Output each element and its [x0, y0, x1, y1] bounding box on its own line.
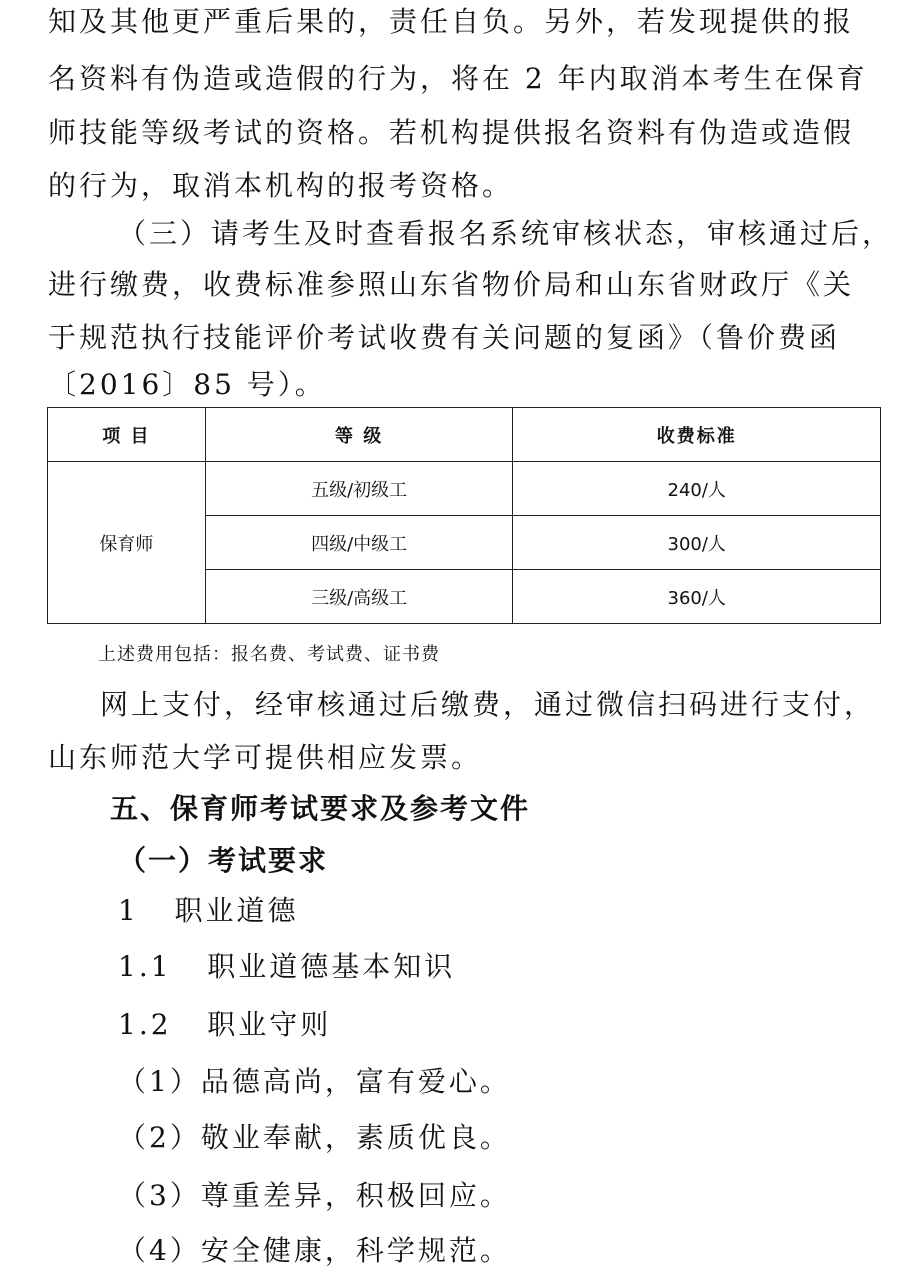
paragraph-line: 知及其他更严重后果的，责任自负。另外，若发现提供的报 [48, 5, 855, 38]
list-item: （3）尊重差异，积极回应。 [118, 1179, 511, 1212]
list-item: 1.2 职业守则 [118, 1008, 332, 1041]
level-cell: 四级/中级工 [205, 516, 513, 570]
paragraph-line: 〔2016〕85 号）。 [48, 368, 326, 401]
table-header-row [48, 408, 881, 462]
subsection-heading: （一）考试要求 [118, 844, 329, 877]
list-item: 1.1 职业道德基本知识 [118, 950, 456, 983]
fee-table [47, 407, 881, 624]
paragraph-line: 进行缴费，收费标准参照山东省物价局和山东省财政厅《关 [48, 268, 855, 301]
list-item: 1 职业道德 [118, 894, 299, 927]
section-heading: 五、保育师考试要求及参考文件 [110, 792, 531, 825]
paragraph-line: 名资料有伪造或造假的行为，将在 2 年内取消本考生在保育 [48, 62, 868, 95]
item-cell: 保育师 [48, 462, 206, 624]
paragraph-line: 于规范执行技能评价考试收费有关问题的复函》（鲁价费函 [48, 321, 841, 354]
fee-cell: 300/人 [513, 516, 881, 570]
table-row [48, 462, 881, 516]
fee-cell: 240/人 [513, 462, 881, 516]
column-header-item: 项 目 [48, 408, 206, 462]
level-cell: 三级/高级工 [205, 570, 513, 624]
level-cell: 五级/初级工 [205, 462, 513, 516]
column-header-fee: 收费标准 [513, 408, 881, 462]
paragraph-line: 网上支付，经审核通过后缴费，通过微信扫码进行支付， [100, 688, 876, 721]
list-item: （4）安全健康，科学规范。 [118, 1234, 511, 1267]
paragraph-line: 师技能等级考试的资格。若机构提供报名资料有伪造或造假 [48, 116, 855, 149]
table-note: 上述费用包括：报名费、考试费、证书费 [98, 644, 440, 665]
paragraph-line: （三）请考生及时查看报名系统审核状态，审核通过后， [118, 217, 894, 250]
paragraph-line: 的行为，取消本机构的报考资格。 [48, 169, 514, 202]
paragraph-line: 山东师范大学可提供相应发票。 [48, 741, 483, 774]
fee-cell: 360/人 [513, 570, 881, 624]
column-header-level: 等 级 [205, 408, 513, 462]
list-item: （2）敬业奉献，素质优良。 [118, 1121, 511, 1154]
list-item: （1）品德高尚，富有爱心。 [118, 1065, 511, 1098]
